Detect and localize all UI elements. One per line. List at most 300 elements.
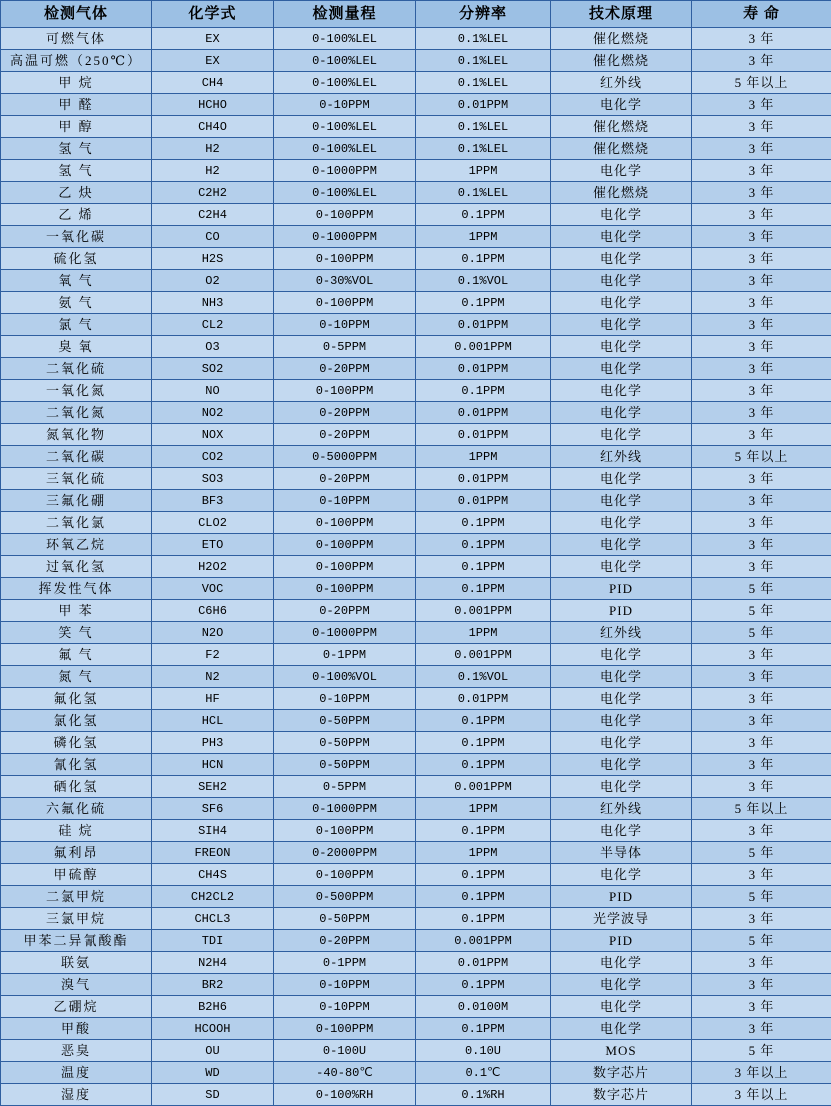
cell-principle: 红外线 [551, 72, 692, 94]
cell-resolution: 0.1PPM [416, 292, 551, 314]
cell-range: 0-100PPM [274, 1018, 416, 1040]
cell-range: 0-100%LEL [274, 28, 416, 50]
cell-life: 3 年 [692, 248, 831, 270]
cell-formula: CH4S [152, 864, 274, 886]
cell-range: 0-100PPM [274, 820, 416, 842]
cell-principle: 电化学 [551, 358, 692, 380]
cell-principle: 电化学 [551, 292, 692, 314]
cell-life: 3 年 [692, 138, 831, 160]
cell-life: 3 年 [692, 270, 831, 292]
cell-life: 3 年 [692, 820, 831, 842]
cell-principle: 电化学 [551, 424, 692, 446]
table-body [1, 28, 831, 1106]
cell-gas-name: 三氯甲烷 [1, 908, 152, 930]
cell-range: 0-100PPM [274, 512, 416, 534]
cell-range: 0-100PPM [274, 204, 416, 226]
cell-life: 3 年 [692, 974, 831, 996]
cell-principle: 电化学 [551, 952, 692, 974]
cell-formula: OU [152, 1040, 274, 1062]
cell-principle: 电化学 [551, 666, 692, 688]
cell-formula: SF6 [152, 798, 274, 820]
cell-formula: CH4 [152, 72, 274, 94]
cell-gas-name: 氯 气 [1, 314, 152, 336]
cell-life: 5 年以上 [692, 446, 831, 468]
table-header [1, 1, 831, 28]
table-row [1, 688, 831, 710]
cell-principle: 红外线 [551, 622, 692, 644]
cell-gas-name: 恶臭 [1, 1040, 152, 1062]
table-row [1, 116, 831, 138]
cell-life: 3 年 [692, 754, 831, 776]
cell-range: 0-100%VOL [274, 666, 416, 688]
cell-resolution: 0.001PPM [416, 644, 551, 666]
cell-range: 0-100%LEL [274, 182, 416, 204]
cell-range: 0-20PPM [274, 358, 416, 380]
cell-range: 0-100PPM [274, 292, 416, 314]
cell-gas-name: 二氯甲烷 [1, 886, 152, 908]
table-row [1, 336, 831, 358]
cell-principle: 电化学 [551, 754, 692, 776]
header-row [1, 1, 831, 28]
cell-gas-name: 二氧化氮 [1, 402, 152, 424]
cell-life: 3 年 [692, 380, 831, 402]
table-row [1, 644, 831, 666]
cell-gas-name: 甲 醇 [1, 116, 152, 138]
cell-resolution: 0.01PPM [416, 952, 551, 974]
table-row [1, 666, 831, 688]
cell-gas-name: 二氧化硫 [1, 358, 152, 380]
cell-formula: EX [152, 28, 274, 50]
cell-principle: 电化学 [551, 974, 692, 996]
cell-resolution: 0.1PPM [416, 710, 551, 732]
cell-range: 0-1000PPM [274, 226, 416, 248]
cell-life: 3 年 [692, 336, 831, 358]
cell-resolution: 0.1%LEL [416, 182, 551, 204]
cell-resolution: 0.01PPM [416, 688, 551, 710]
cell-resolution: 0.01PPM [416, 314, 551, 336]
cell-gas-name: 氯化氢 [1, 710, 152, 732]
cell-resolution: 0.1PPM [416, 534, 551, 556]
cell-range: 0-1PPM [274, 952, 416, 974]
cell-gas-name: 环氧乙烷 [1, 534, 152, 556]
cell-life: 3 年 [692, 534, 831, 556]
cell-life: 5 年 [692, 1040, 831, 1062]
table-row [1, 28, 831, 50]
cell-range: 0-10PPM [274, 314, 416, 336]
cell-range: 0-50PPM [274, 754, 416, 776]
cell-range: 0-20PPM [274, 600, 416, 622]
cell-formula: N2H4 [152, 952, 274, 974]
cell-range: 0-2000PPM [274, 842, 416, 864]
cell-resolution: 0.1℃ [416, 1062, 551, 1084]
table-row [1, 710, 831, 732]
cell-gas-name: 三氟化硼 [1, 490, 152, 512]
cell-gas-name: 磷化氢 [1, 732, 152, 754]
table-row [1, 842, 831, 864]
cell-life: 3 年 [692, 512, 831, 534]
cell-life: 3 年 [692, 1018, 831, 1040]
table-row [1, 512, 831, 534]
cell-formula: ETO [152, 534, 274, 556]
cell-gas-name: 可燃气体 [1, 28, 152, 50]
cell-resolution: 0.1PPM [416, 556, 551, 578]
cell-formula: N2 [152, 666, 274, 688]
table-row [1, 908, 831, 930]
table-row [1, 446, 831, 468]
column-header-range: 检测量程 [274, 1, 416, 28]
cell-gas-name: 氮氧化物 [1, 424, 152, 446]
cell-range: 0-100PPM [274, 578, 416, 600]
cell-principle: 数字芯片 [551, 1084, 692, 1106]
cell-gas-name: 过氧化氢 [1, 556, 152, 578]
cell-resolution: 0.01PPM [416, 358, 551, 380]
table-row [1, 930, 831, 952]
table-row [1, 50, 831, 72]
cell-life: 3 年 [692, 292, 831, 314]
cell-formula: CO2 [152, 446, 274, 468]
cell-gas-name: 硒化氢 [1, 776, 152, 798]
cell-formula: CH4O [152, 116, 274, 138]
cell-resolution: 0.001PPM [416, 776, 551, 798]
cell-formula: H2 [152, 138, 274, 160]
cell-formula: F2 [152, 644, 274, 666]
cell-formula: H2S [152, 248, 274, 270]
cell-formula: WD [152, 1062, 274, 1084]
table-row [1, 754, 831, 776]
table-row [1, 996, 831, 1018]
cell-resolution: 0.1PPM [416, 512, 551, 534]
cell-range: 0-100PPM [274, 534, 416, 556]
cell-resolution: 0.01PPM [416, 468, 551, 490]
cell-formula: CO [152, 226, 274, 248]
table-row [1, 732, 831, 754]
cell-principle: 电化学 [551, 94, 692, 116]
table-row [1, 1040, 831, 1062]
cell-gas-name: 温度 [1, 1062, 152, 1084]
cell-gas-name: 二氧化氯 [1, 512, 152, 534]
cell-gas-name: 氮 气 [1, 666, 152, 688]
cell-principle: 电化学 [551, 336, 692, 358]
cell-resolution: 1PPM [416, 622, 551, 644]
cell-principle: 红外线 [551, 798, 692, 820]
table-row [1, 1018, 831, 1040]
cell-principle: 红外线 [551, 446, 692, 468]
cell-gas-name: 溴气 [1, 974, 152, 996]
cell-gas-name: 氟化氢 [1, 688, 152, 710]
cell-principle: 催化燃烧 [551, 138, 692, 160]
cell-formula: SEH2 [152, 776, 274, 798]
table-row [1, 556, 831, 578]
cell-life: 3 年 [692, 160, 831, 182]
cell-range: 0-100%LEL [274, 72, 416, 94]
cell-formula: BF3 [152, 490, 274, 512]
cell-resolution: 0.1PPM [416, 908, 551, 930]
cell-resolution: 0.1PPM [416, 578, 551, 600]
cell-range: 0-20PPM [274, 930, 416, 952]
cell-range: 0-100PPM [274, 380, 416, 402]
cell-resolution: 0.1%LEL [416, 50, 551, 72]
cell-resolution: 0.1PPM [416, 248, 551, 270]
cell-formula: HCN [152, 754, 274, 776]
table-row [1, 864, 831, 886]
cell-formula: SIH4 [152, 820, 274, 842]
cell-formula: C6H6 [152, 600, 274, 622]
table-row [1, 490, 831, 512]
cell-principle: 光学波导 [551, 908, 692, 930]
cell-life: 3 年 [692, 490, 831, 512]
cell-formula: NO [152, 380, 274, 402]
cell-formula: CLO2 [152, 512, 274, 534]
cell-principle: 电化学 [551, 996, 692, 1018]
cell-resolution: 0.1PPM [416, 380, 551, 402]
cell-formula: H2O2 [152, 556, 274, 578]
cell-resolution: 0.1PPM [416, 886, 551, 908]
cell-resolution: 0.0100M [416, 996, 551, 1018]
cell-principle: 电化学 [551, 380, 692, 402]
cell-range: 0-500PPM [274, 886, 416, 908]
cell-gas-name: 笑 气 [1, 622, 152, 644]
cell-range: 0-5000PPM [274, 446, 416, 468]
table-row [1, 138, 831, 160]
cell-gas-name: 高温可燃（250℃） [1, 50, 152, 72]
cell-resolution: 1PPM [416, 446, 551, 468]
cell-resolution: 0.1PPM [416, 754, 551, 776]
cell-gas-name: 氨 气 [1, 292, 152, 314]
cell-gas-name: 甲 苯 [1, 600, 152, 622]
cell-gas-name: 甲硫醇 [1, 864, 152, 886]
cell-principle: 电化学 [551, 402, 692, 424]
cell-life: 3 年 [692, 314, 831, 336]
cell-principle: 电化学 [551, 468, 692, 490]
cell-life: 3 年 [692, 358, 831, 380]
column-header-resolution: 分辨率 [416, 1, 551, 28]
cell-range: 0-20PPM [274, 468, 416, 490]
cell-range: 0-100PPM [274, 248, 416, 270]
cell-life: 3 年以上 [692, 1084, 831, 1106]
table-row [1, 160, 831, 182]
cell-life: 5 年以上 [692, 798, 831, 820]
cell-life: 5 年 [692, 578, 831, 600]
cell-gas-name: 联氨 [1, 952, 152, 974]
cell-gas-name: 乙 炔 [1, 182, 152, 204]
cell-life: 3 年 [692, 28, 831, 50]
table-row [1, 1084, 831, 1106]
cell-gas-name: 硅 烷 [1, 820, 152, 842]
cell-gas-name: 硫化氢 [1, 248, 152, 270]
cell-resolution: 0.1PPM [416, 1018, 551, 1040]
cell-resolution: 0.1%VOL [416, 666, 551, 688]
cell-resolution: 0.1PPM [416, 864, 551, 886]
cell-resolution: 0.1%LEL [416, 138, 551, 160]
cell-formula: TDI [152, 930, 274, 952]
cell-resolution: 1PPM [416, 842, 551, 864]
cell-formula: SO2 [152, 358, 274, 380]
cell-principle: MOS [551, 1040, 692, 1062]
cell-gas-name: 一氧化碳 [1, 226, 152, 248]
cell-range: 0-100%LEL [274, 116, 416, 138]
cell-life: 5 年 [692, 930, 831, 952]
cell-principle: 电化学 [551, 864, 692, 886]
cell-life: 3 年 [692, 908, 831, 930]
table-row [1, 974, 831, 996]
cell-range: 0-10PPM [274, 996, 416, 1018]
cell-principle: 数字芯片 [551, 1062, 692, 1084]
cell-resolution: 0.001PPM [416, 930, 551, 952]
cell-life: 3 年以上 [692, 1062, 831, 1084]
table-row [1, 94, 831, 116]
cell-range: 0-50PPM [274, 908, 416, 930]
table-row [1, 402, 831, 424]
cell-resolution: 0.001PPM [416, 600, 551, 622]
cell-principle: 电化学 [551, 270, 692, 292]
cell-range: -40-80℃ [274, 1062, 416, 1084]
cell-range: 0-50PPM [274, 710, 416, 732]
cell-life: 3 年 [692, 468, 831, 490]
cell-principle: 电化学 [551, 512, 692, 534]
cell-range: 0-50PPM [274, 732, 416, 754]
cell-principle: PID [551, 600, 692, 622]
table-row [1, 424, 831, 446]
cell-range: 0-1000PPM [274, 798, 416, 820]
column-header-life: 寿 命 [692, 1, 831, 28]
cell-gas-name: 氟 气 [1, 644, 152, 666]
cell-gas-name: 湿度 [1, 1084, 152, 1106]
cell-range: 0-100U [274, 1040, 416, 1062]
cell-principle: PID [551, 886, 692, 908]
cell-range: 0-5PPM [274, 336, 416, 358]
cell-range: 0-100PPM [274, 556, 416, 578]
cell-resolution: 0.1PPM [416, 204, 551, 226]
cell-principle: 半导体 [551, 842, 692, 864]
cell-resolution: 0.01PPM [416, 402, 551, 424]
table-row [1, 292, 831, 314]
table-row [1, 314, 831, 336]
cell-resolution: 0.1PPM [416, 820, 551, 842]
cell-resolution: 1PPM [416, 160, 551, 182]
cell-principle: PID [551, 930, 692, 952]
cell-life: 5 年 [692, 622, 831, 644]
table-row [1, 358, 831, 380]
cell-gas-name: 二氧化碳 [1, 446, 152, 468]
cell-principle: 催化燃烧 [551, 116, 692, 138]
cell-gas-name: 氢 气 [1, 138, 152, 160]
cell-principle: 电化学 [551, 226, 692, 248]
cell-principle: 电化学 [551, 248, 692, 270]
table-row [1, 578, 831, 600]
cell-life: 3 年 [692, 94, 831, 116]
cell-principle: 电化学 [551, 688, 692, 710]
cell-principle: 催化燃烧 [551, 28, 692, 50]
cell-principle: 电化学 [551, 204, 692, 226]
cell-range: 0-20PPM [274, 424, 416, 446]
cell-formula: EX [152, 50, 274, 72]
cell-principle: 电化学 [551, 776, 692, 798]
cell-formula: C2H4 [152, 204, 274, 226]
cell-resolution: 0.1%LEL [416, 28, 551, 50]
column-header-principle: 技术原理 [551, 1, 692, 28]
cell-resolution: 0.1%VOL [416, 270, 551, 292]
table-row [1, 886, 831, 908]
cell-principle: 电化学 [551, 1018, 692, 1040]
cell-range: 0-30%VOL [274, 270, 416, 292]
cell-formula: SD [152, 1084, 274, 1106]
cell-formula: FREON [152, 842, 274, 864]
cell-range: 0-100%RH [274, 1084, 416, 1106]
cell-formula: NH3 [152, 292, 274, 314]
cell-resolution: 0.001PPM [416, 336, 551, 358]
cell-range: 0-1000PPM [274, 622, 416, 644]
cell-gas-name: 氟利昂 [1, 842, 152, 864]
cell-gas-name: 氧 气 [1, 270, 152, 292]
table-row [1, 468, 831, 490]
cell-formula: NO2 [152, 402, 274, 424]
cell-resolution: 0.01PPM [416, 490, 551, 512]
table-row [1, 622, 831, 644]
cell-formula: CHCL3 [152, 908, 274, 930]
cell-life: 3 年 [692, 776, 831, 798]
cell-range: 0-5PPM [274, 776, 416, 798]
cell-resolution: 0.1%LEL [416, 72, 551, 94]
cell-gas-name: 挥发性气体 [1, 578, 152, 600]
cell-resolution: 0.01PPM [416, 424, 551, 446]
cell-formula: HCOOH [152, 1018, 274, 1040]
cell-range: 0-100PPM [274, 864, 416, 886]
cell-life: 3 年 [692, 116, 831, 138]
cell-formula: PH3 [152, 732, 274, 754]
cell-principle: 电化学 [551, 490, 692, 512]
cell-resolution: 1PPM [416, 798, 551, 820]
cell-life: 3 年 [692, 688, 831, 710]
cell-resolution: 1PPM [416, 226, 551, 248]
cell-life: 3 年 [692, 556, 831, 578]
cell-life: 3 年 [692, 204, 831, 226]
cell-gas-name: 臭 氧 [1, 336, 152, 358]
cell-life: 5 年以上 [692, 72, 831, 94]
cell-range: 0-10PPM [274, 94, 416, 116]
cell-formula: SO3 [152, 468, 274, 490]
cell-life: 3 年 [692, 710, 831, 732]
cell-life: 3 年 [692, 424, 831, 446]
cell-principle: 电化学 [551, 314, 692, 336]
cell-life: 3 年 [692, 996, 831, 1018]
cell-life: 3 年 [692, 226, 831, 248]
table-row [1, 380, 831, 402]
table-row [1, 798, 831, 820]
cell-gas-name: 乙硼烷 [1, 996, 152, 1018]
cell-range: 0-10PPM [274, 688, 416, 710]
cell-formula: VOC [152, 578, 274, 600]
column-header-gas-name: 检测气体 [1, 1, 152, 28]
cell-principle: 电化学 [551, 732, 692, 754]
cell-gas-name: 三氧化硫 [1, 468, 152, 490]
cell-formula: C2H2 [152, 182, 274, 204]
cell-range: 0-1PPM [274, 644, 416, 666]
cell-life: 3 年 [692, 864, 831, 886]
table-row [1, 248, 831, 270]
cell-principle: 电化学 [551, 644, 692, 666]
cell-gas-name: 一氧化氮 [1, 380, 152, 402]
cell-formula: O3 [152, 336, 274, 358]
cell-formula: O2 [152, 270, 274, 292]
table-row [1, 182, 831, 204]
table-row [1, 72, 831, 94]
cell-life: 3 年 [692, 182, 831, 204]
cell-principle: 催化燃烧 [551, 182, 692, 204]
table-row [1, 1062, 831, 1084]
cell-range: 0-20PPM [274, 402, 416, 424]
column-header-formula: 化学式 [152, 1, 274, 28]
cell-resolution: 0.10U [416, 1040, 551, 1062]
